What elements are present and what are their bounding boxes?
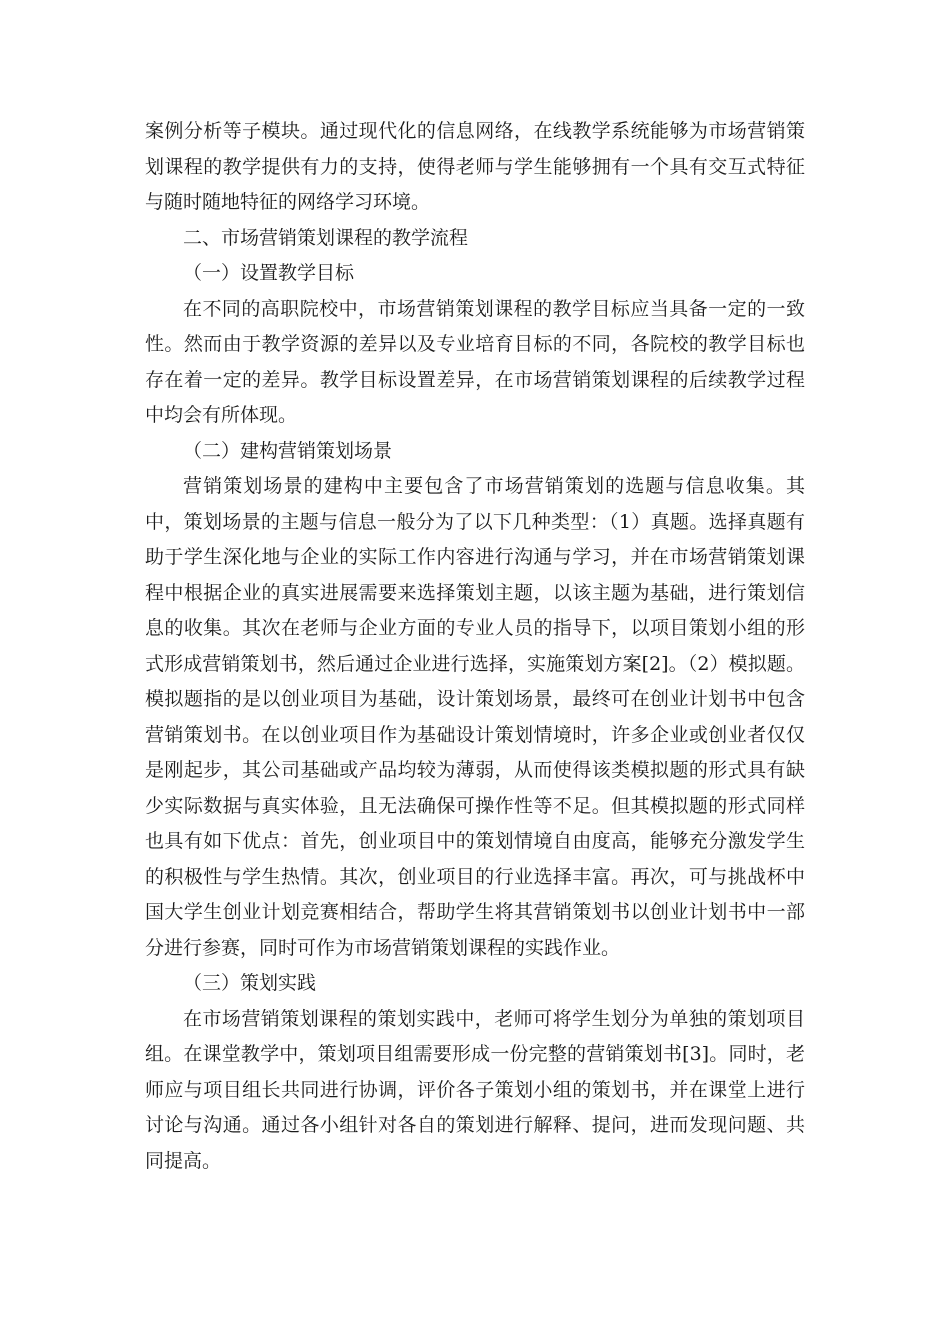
subsection-heading-2: （二）建构营销策划场景: [183, 439, 393, 462]
paragraph-planning-practice: 在市场营销策划课程的策划实践中，老师可将学生划分为单独的策划项目组。在课堂教学中，策划项目组需要形成一份完整的营销策划书[3]。同时，老师应与项目组长共同进行协调，评价各子策划小组的策划书，并在课堂上进行讨论与沟通。通过各小组针对各自的策划进行解释、提问，进而发现问题、共同提高。: [145, 1007, 805, 1172]
section-heading: 二、市场营销策划课程的教学流程: [183, 226, 469, 249]
intro-paragraph: 案例分析等子模块。通过现代化的信息网络，在线教学系统能够为市场营销策划课程的教学提供有力的支持，使得老师与学生能够拥有一个具有交互式特征与随时随地特征的网络学习环境。: [145, 120, 805, 213]
paragraph-teaching-goals: 在不同的高职院校中，市场营销策划课程的教学目标应当具备一定的一致性。然而由于教学资源的差异以及专业培育目标的不同，各院校的教学目标也存在着一定的差异。教学目标设置差异，在市场营销策划课程的后续教学过程中均会有所体现。: [145, 297, 805, 426]
document-page: [145, 114, 805, 1179]
subsection-heading-1: （一）设置教学目标: [183, 262, 355, 284]
subsection-heading-3: （三）策划实践: [183, 972, 317, 994]
paragraph-planning-scenario: 营销策划场景的建构中主要包含了市场营销策划的选题与信息收集。其中，策划场景的主题与信息一般分为了以下几种类型：（1）真题。选择真题有助于学生深化地与企业的实际工作内容进行沟通与学习，并在市场营销策划课程中根据企业的真实进展需要来选择策划主题，以该主题为基础，进行策划信息的收集。其次在老师与企业方面的专业人员的指导下，以项目策划小组的形式形成营销策划书，然后通过企业进行选择，实施策划方案[2]。（2）模拟题。模拟题指的是以创业项目为基础，设计策划场景，最终可在创业计划书中包含营销策划书。在以创业项目作为基础设计策划情境时，许多企业或创业者仅仅是刚起步，其公司基础或产品均较为薄弱，从而使得该类模拟题的形式具有缺少实际数据与真实体验，且无法确保可操作性等不足。但其模拟题的形式同样也具有如下优点：首先，创业项目中的策划情境自由度高，能够充分激发学生的积极性与学生热情。其次，创业项目的行业选择丰富。再次，可与挑战杯中国大学生创业计划竞赛相结合，帮助学生将其营销策划书以创业计划书中一部分进行参赛，同时可作为市场营销策划课程的实践作业。: [145, 475, 805, 959]
